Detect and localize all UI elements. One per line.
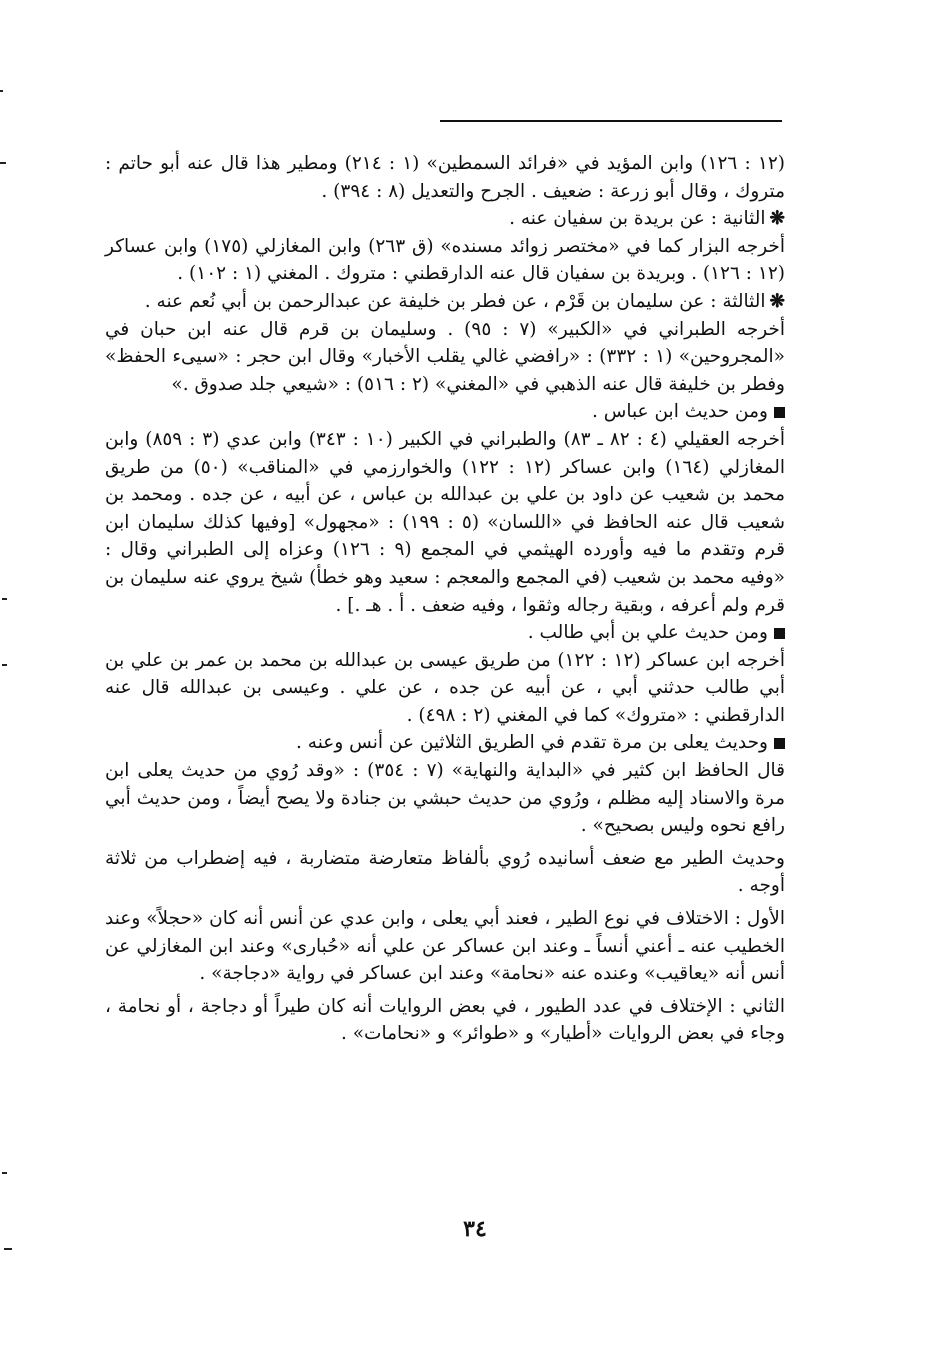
paragraph: أخرجه العقيلي (٤ : ٨٢ ـ ٨٣) والطبراني في الكبير (١٠ : ٣٤٣) وابن عدي (٣ : ٨٥٩) وابن المغازلي (١٦٤) وابن عساكر (١٢ : ١٢٢) والخوارزمي في «المناقب» (٥٠) من طريق محمد بن شعيب عن داود بن علي بن عبدالله بن عباس ، عن أبيه ، عن جده . ومحمد بن شعيب قال عنه الحافظ في «اللسان» (٥ : ١٩٩) : «مجهول» [وفيها كذلك سليمان ابن قرم وتقدم ما فيه وأورده الهيثمي في المجمع (٩ : ١٢٦) وعزاه إلى الطبراني وقال : «وفيه محمد بن شعيب (في المجمع والمعجم : سعيد وهو خطأ) شيخ يروي عنه سليمان بن قرم ولم أعرفه ، وبقية رجاله وثقوا ، وفيه ضعف . أ . هـ .] . (105, 428, 786, 616)
asterisk-icon: ❋ (769, 208, 785, 230)
paragraph: قال الحافظ ابن كثير في «البداية والنهاية» (٧ : ٣٥٤) : «وقد رُوي من حديث يعلى ابن مرة والاسناد إليه مظلم ، ورُوي من حديث حبشي بن جنادة ولا يصح أيضاً ، ومن حديث أبي رافع نحوه وليس بصحيح» . (105, 760, 785, 837)
square-bullet-icon (774, 628, 785, 639)
paragraph: ومن حديث علي بن أبي طالب . (105, 619, 785, 647)
paragraph: أخرجه البزار كما في «مختصر زوائد مسنده» (ق ٢٦٣) وابن المغازلي (١٧٥) وابن عساكر (١٢ : ١٢٦) . وبريدة بن سفيان قال عنه الدارقطني : متروك . المغني (١ : ١٠٢) . (105, 235, 785, 285)
paragraph: الأول : الاختلاف في نوع الطير ، فعند أبي يعلى ، وابن عدي عن أنس أنه كان «حجلاً» وعند الخطيب عنه ـ أعني أنساً ـ وعند ابن عساكر عن علي أنه «حُبارى» وعند ابن المغازلي عن أنس أنه «يعاقيب» وعنده عنه «نحامة» وعند ابن عساكر في رواية «دجاجة» . (105, 908, 785, 985)
scan-mark (2, 664, 7, 666)
paragraph: ❋الثالثة : عن سليمان بن قَرْم ، عن فطر بن خليفة عن عبدالرحمن بن أبي نُعم عنه . (144, 290, 785, 312)
paragraph: (١٢ : ١٢٦) وابن المؤيد في «فرائد السمطين» (١ : ٢١٤) ومطير هذا قال عنه أبو حاتم : متروك ، وقال أبو زرعة : ضعيف . الجرح والتعديل (٨ : ٣٩٤) . (105, 153, 785, 202)
asterisk-icon: ❋ (769, 290, 785, 312)
paragraph: ❋الثانية : عن بريدة بن سفيان عنه . (509, 208, 785, 230)
scan-mark (4, 1248, 12, 1250)
paragraph: وحديث الطير مع ضعف أسانيده رُوي بألفاظ متعارضة متضاربة ، فيه إضطراب من ثلاثة أوجه . (105, 847, 785, 897)
paragraph: وحديث يعلى بن مرة تقدم في الطريق الثلاثين عن أنس وعنه . (105, 729, 785, 757)
scan-mark (0, 90, 3, 92)
top-rule (440, 120, 782, 122)
square-bullet-icon (774, 738, 785, 749)
paragraph: أخرجه ابن عساكر (١٢ : ١٢٢) من طريق عيسى بن عبدالله بن محمد بن عمر بن علي بن أبي طالب حدثني أبي ، عن أبيه عن جده ، عن علي . وعيسى بن عبدالله قال عنه الدارقطني : «متروك» كما في المغني (٢ : ٤٩٨) . (105, 649, 785, 726)
scan-mark (2, 598, 7, 600)
scan-mark (0, 162, 6, 164)
page-number: ٣٤ (463, 1216, 487, 1242)
paragraph: الثاني : الإختلاف في عدد الطيور ، في بعض الروايات أنه كان طيراً أو دجاجة ، أو نحامة ، وجاء في بعض الروايات «أطيار» و «طوائر» و «نحامات» . (105, 995, 785, 1045)
square-bullet-icon (774, 407, 785, 418)
page-body (105, 150, 785, 1048)
paragraph: أخرجه الطبراني في «الكبير» (٧ : ٩٥) . وسليمان بن قرم قال عنه ابن حبان في «المجروحين» (١ : ٣٣٢) : «رافضي غالي يقلب الأخبار» وقال ابن حجر : «سيىء الحفظ» وفطر بن خليفة قال عنه الذهبي في «المغني» (٢ : ٥١٦) : «شيعي جلد صدوق .» (105, 318, 785, 395)
paragraph: ومن حديث ابن عباس . (105, 398, 785, 426)
scan-mark (2, 1172, 7, 1174)
